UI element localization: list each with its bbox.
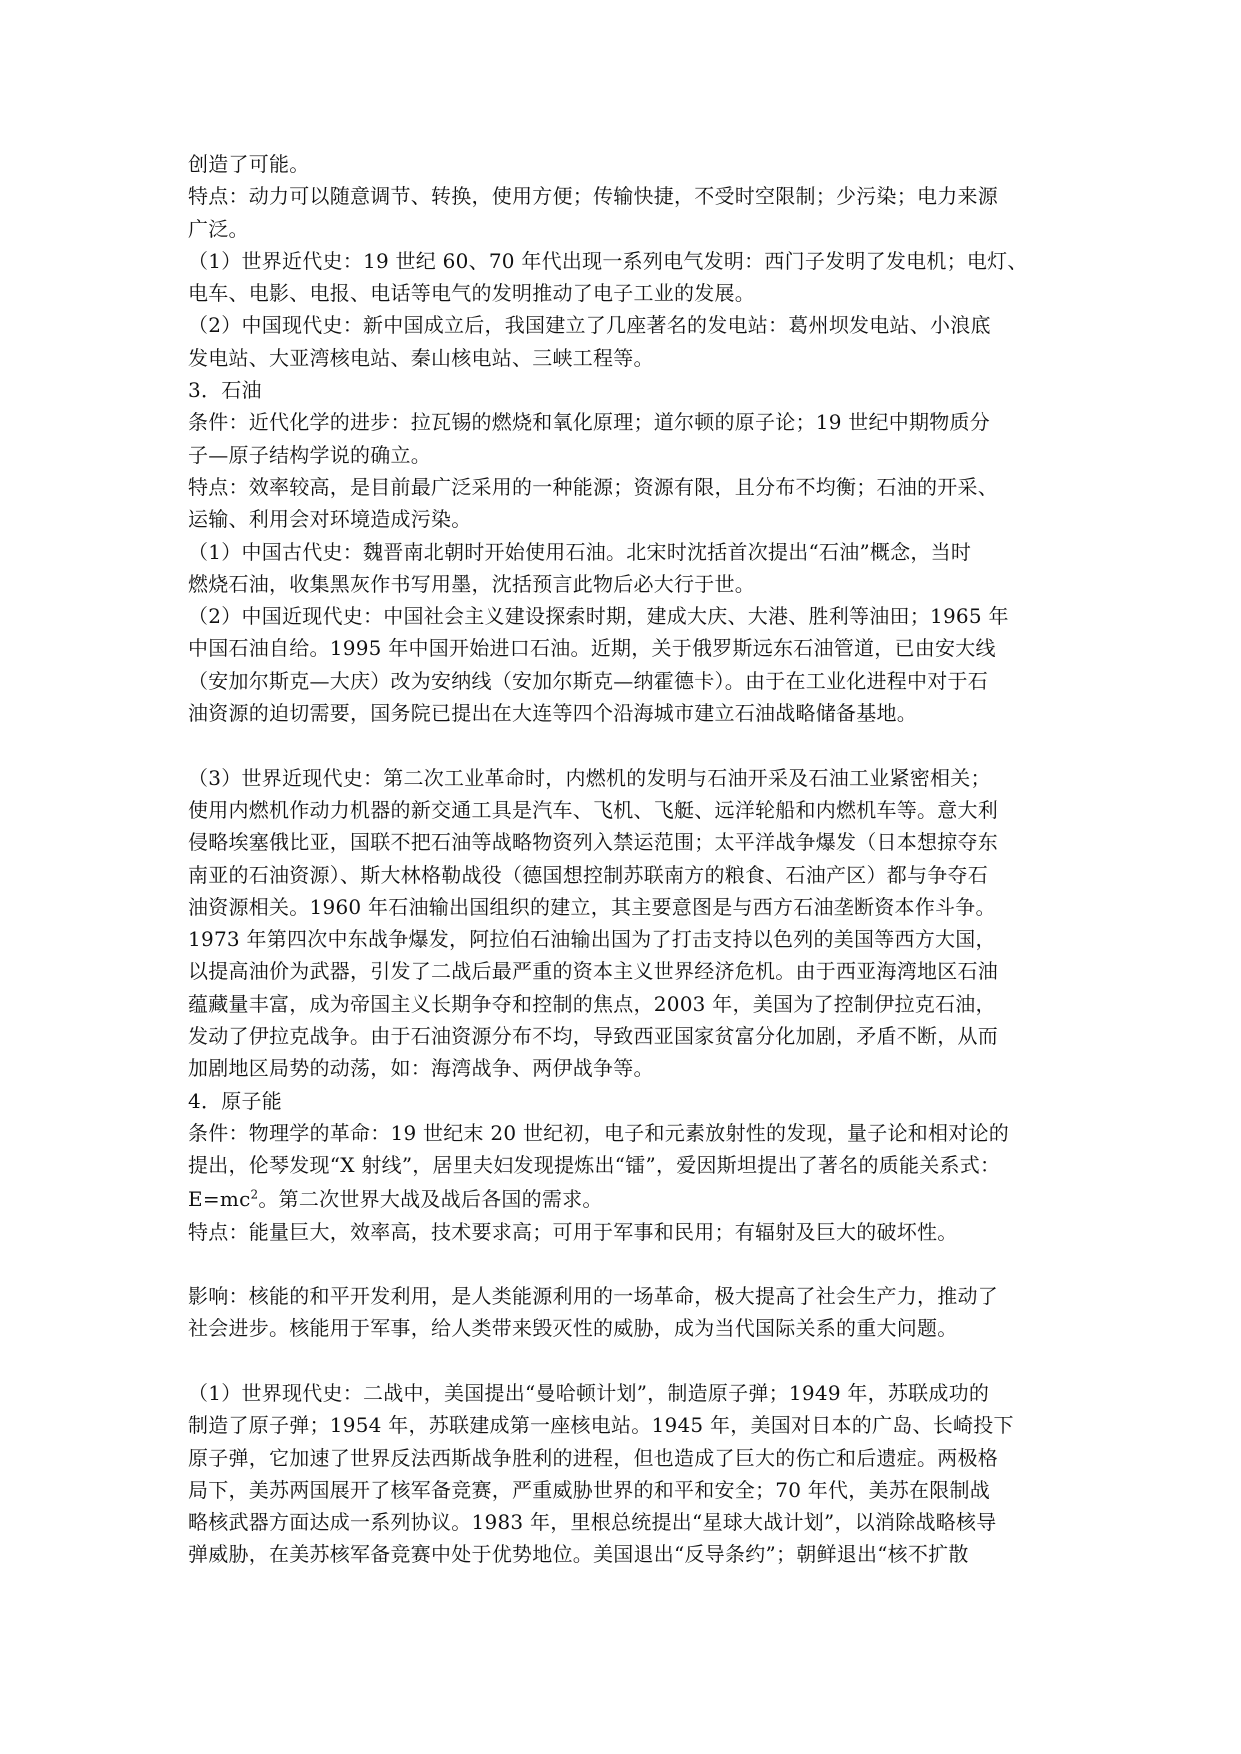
text-line: 弹威胁，在美苏核军备竞赛中处于优势地位。美国退出“反导条约”；朝鲜退出“核不扩散 <box>188 1542 969 1567</box>
text-line: 以提高油价为武器，引发了二战后最严重的资本主义世界经济危机。由于西亚海湾地区石油 <box>188 959 998 984</box>
document-body <box>188 148 1053 1571</box>
text-line: 运输、利用会对环境造成污染。 <box>188 507 472 532</box>
text-line: 燃烧石油，收集黑灰作书写用墨，沈括预言此物后必大行于世。 <box>188 571 755 596</box>
text-line: 条件：近代化学的进步：拉瓦锡的燃烧和氧化原理；道尔顿的原子论；19 世纪中期物质分 <box>188 410 991 435</box>
blank-line <box>188 1248 1053 1280</box>
formula-rest: 。第二次世界大战及战后各国的需求。 <box>258 1186 603 1211</box>
formula-exponent: 2 <box>250 1186 259 1201</box>
text-line: 发电站、大亚湾核电站、秦山核电站、三峡工程等。 <box>188 345 654 370</box>
text-line: 提出，伦琴发现“X 射线”，居里夫妇发现提炼出“镭”，爱因斯坦提出了著名的质能关系式： <box>188 1153 1001 1178</box>
text-line: 局下，美苏两国展开了核军备竞赛，严重威胁世界的和平和安全；70 年代，美苏在限制战 <box>188 1477 991 1502</box>
text-line: 社会进步。核能用于军事，给人类带来毁灭性的威胁，成为当代国际关系的重大问题。 <box>188 1316 958 1341</box>
text-line: 侵略埃塞俄比亚，国联不把石油等战略物资列入禁运范围；太平洋战争爆发（日本想掠夺东 <box>188 830 998 855</box>
text-line: 广泛。 <box>188 216 249 241</box>
text-line: 子—原子结构学说的确立。 <box>188 442 431 467</box>
blank-line <box>188 729 1053 761</box>
text-line: 制造了原子弹；1954 年，苏联建成第一座核电站。1945 年，美国对日本的广岛、长崎投下 <box>188 1413 1014 1438</box>
text-line: 蕴藏量丰富，成为帝国主义长期争夺和控制的焦点，2003 年，美国为了控制伊拉克石油， <box>188 991 996 1016</box>
formula-line <box>188 1182 1053 1216</box>
text-line: 使用内燃机作动力机器的新交通工具是汽车、飞机、飞艇、远洋轮船和内燃机车等。意大利 <box>188 797 998 822</box>
section-heading-atomic-energy: 4．原子能 <box>188 1088 282 1113</box>
text-line: （2）中国现代史：新中国成立后，我国建立了几座著名的发电站：葛州坝发电站、小浪底 <box>188 313 991 338</box>
text-line: 略核武器方面达成一系列协议。1983 年，里根总统提出“星球大战计划”，以消除战略核导 <box>188 1510 997 1535</box>
text-line: （1）中国古代史：魏晋南北朝时开始使用石油。北宋时沈括首次提出“石油”概念，当时 <box>188 539 972 564</box>
text-line: （1）世界现代史：二战中，美国提出“曼哈顿计划”，制造原子弹；1949 年，苏联成功的 <box>188 1380 990 1405</box>
text-line: 南亚的石油资源）、斯大林格勒战役（德国想控制苏联南方的粮食、石油产区）都与争夺石 <box>188 862 988 887</box>
text-line: 特点：动力可以随意调节、转换，使用方便；传输快捷，不受时空限制；少污染；电力来源 <box>188 184 998 209</box>
text-line: 特点：能量巨大，效率高，技术要求高；可用于军事和民用；有辐射及巨大的破坏性。 <box>188 1219 958 1244</box>
text-line: （安加尔斯克—大庆）改为安纳线（安加尔斯克—纳霍德卡）。由于在工业化进程中对于石 <box>188 668 988 693</box>
text-line: 特点：效率较高，是目前最广泛采用的一种能源；资源有限，且分布不均衡；石油的开采、 <box>188 474 998 499</box>
text-line: 油资源的迫切需要，国务院已提出在大连等四个沿海城市建立石油战略储备基地。 <box>188 701 917 726</box>
text-line: 原子弹，它加速了世界反法西斯战争胜利的进程，但也造成了巨大的伤亡和后遗症。两极格 <box>188 1445 998 1470</box>
text-line: 中国石油自给。1995 年中国开始进口石油。近期，关于俄罗斯远东石油管道，已由安大线 <box>188 636 996 661</box>
text-line: 条件：物理学的革命：19 世纪末 20 世纪初，电子和元素放射性的发现，量子论和相对论的 <box>188 1120 1009 1145</box>
blank-line <box>188 1345 1053 1377</box>
text-line: 创造了可能。 <box>188 152 310 176</box>
text-line: （3）世界近现代史：第二次工业革命时，内燃机的发明与石油开采及石油工业紧密相关； <box>188 765 991 790</box>
text-line: 加剧地区局势的动荡，如：海湾战争、两伊战争等。 <box>188 1056 654 1081</box>
text-line: 油资源相关。1960 年石油输出国组织的建立，其主要意图是与西方石油垄断资本作斗争。 <box>188 894 996 919</box>
text-line: 电车、电影、电报、电话等电气的发明推动了电子工业的发展。 <box>188 281 755 306</box>
section-heading-petroleum: 3．石油 <box>188 378 262 403</box>
text-line: 影响：核能的和平开发利用，是人类能源利用的一场革命，极大提高了社会生产力，推动了 <box>188 1284 998 1309</box>
text-line: （1）世界近代史：19 世纪 60、70 年代出现一系列电气发明：西门子发明了发电机；电灯、 <box>188 248 1028 273</box>
formula-base: E=mc <box>188 1186 251 1211</box>
text-line: （2）中国近现代史：中国社会主义建设探索时期，建成大庆、大港、胜利等油田；1965 年 <box>188 604 1009 629</box>
text-line: 发动了伊拉克战争。由于石油资源分布不均，导致西亚国家贫富分化加剧，矛盾不断，从而 <box>188 1024 998 1049</box>
text-line: 1973 年第四次中东战争爆发，阿拉伯石油输出国为了打击支持以色列的美国等西方大国， <box>188 927 996 952</box>
